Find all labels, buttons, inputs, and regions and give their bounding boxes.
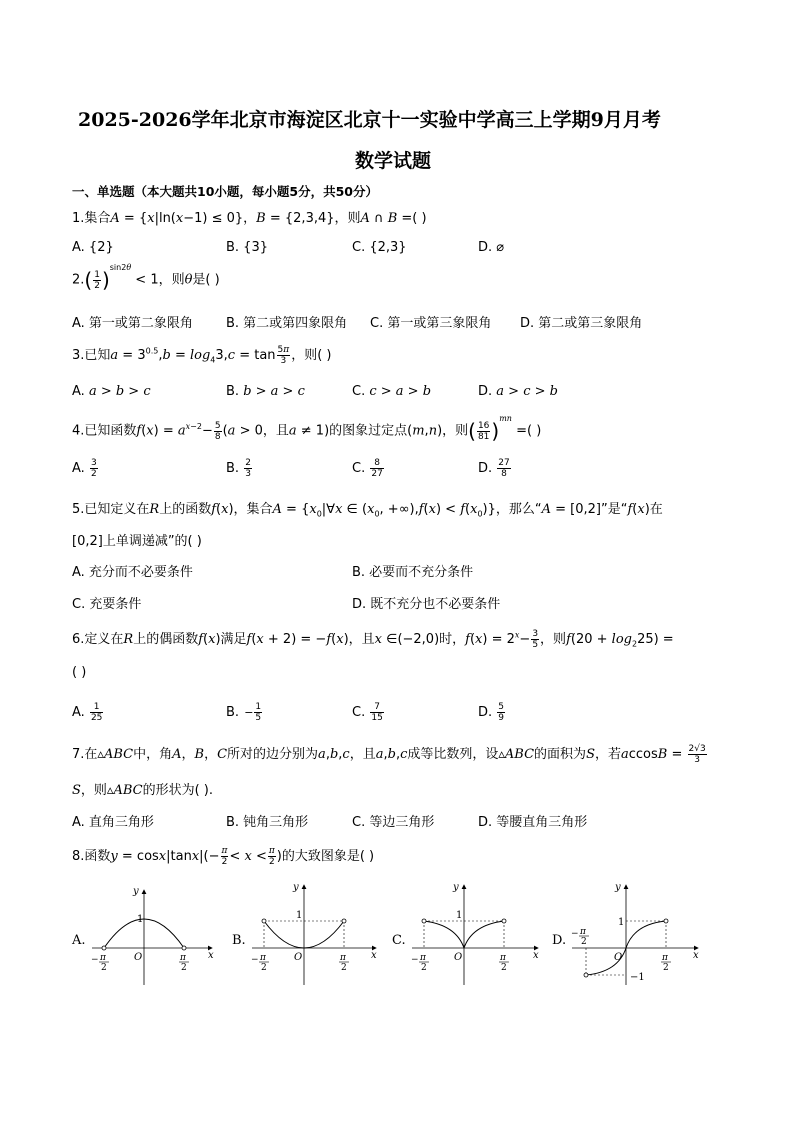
question-7-line1: 7.在▵ABC中，角A，B，C所对的边分别为a,b,c，且a,b,c成等比数列，设▵ABC的面积为S，若accosB = $\frac{2√3}{3}$ xyxy=(72,744,706,765)
q3-option-d-text: a > c > b xyxy=(496,384,558,399)
q4-option-a-value: 3 2 xyxy=(90,458,97,479)
q2-option-a: A. 第一或第二象限角 xyxy=(72,316,193,331)
graph-b xyxy=(232,882,377,985)
graph-b-label: B. xyxy=(232,933,246,948)
graph-c-y: y xyxy=(453,882,459,893)
q4-option-b-value: 2 3 xyxy=(245,458,251,479)
q3-option-c-text: c > a > b xyxy=(369,384,432,399)
q4-option-c-value: 8 27 xyxy=(371,458,383,479)
q1-option-c: C. {2,3} xyxy=(352,240,407,255)
question-6-line2: ( ) xyxy=(72,665,87,680)
graph-b-x: x xyxy=(371,950,377,961)
q4-option-d: D. 27 8 xyxy=(478,458,510,479)
graph-d-neg-one: −1 xyxy=(630,972,645,983)
q3-option-a: A. a > b > c xyxy=(72,384,151,399)
graph-d-origin: O xyxy=(614,952,623,963)
graph-c-neg-pi: π xyxy=(420,953,426,963)
q2-option-c: C. 第一或第三象限角 xyxy=(370,316,492,331)
graph-c-one: 1 xyxy=(456,910,463,921)
graph-a-one: 1 xyxy=(137,914,144,925)
question-3: 3.已知$a = 3^{0.5},b = \log_43,c = \tan$ $\frac{5\pi}{3}$ ，则( ) xyxy=(72,345,332,366)
q6-option-d: D. 5 9 xyxy=(478,702,505,723)
q3-option-c: C. c > a > b xyxy=(352,384,432,399)
q7-option-c: C. 等边三角形 xyxy=(352,815,435,830)
q5-option-b: B. 必要而不充分条件 xyxy=(352,565,474,580)
q6-option-a: A. 1 25 xyxy=(72,702,103,723)
q4-option-a: A. 3 2 xyxy=(72,458,97,479)
graph-c xyxy=(392,882,539,985)
graph-d-neg-pi: π xyxy=(580,927,586,937)
graph-b-neg-two: 2 xyxy=(261,963,267,973)
graph-b-one: 1 xyxy=(296,910,303,921)
q5-option-d: D. 既不充分也不必要条件 xyxy=(352,597,501,612)
q3-option-d: D. a > c > b xyxy=(478,384,558,399)
graph-a-label: A. xyxy=(72,933,86,948)
graph-a xyxy=(71,886,214,985)
q6-option-c-value: 7 15 xyxy=(371,702,383,723)
question-4: 4.已知函数$f(x) = a^{x-2}-$ $\frac{5}{8}$ (a > 0，且a ≠ 1)的图象过定点(m,n)，则( $\frac{16}{81}$ )$^{mn}$ =( ) xyxy=(72,414,542,443)
graph-c-label: C. xyxy=(392,933,406,948)
graph-b-y: y xyxy=(293,882,299,893)
q5-option-c: C. 充要条件 xyxy=(72,597,142,612)
q6-option-b: B. − $\frac{1}{5}$ xyxy=(226,702,262,723)
q3-option-b: B. b > a > c xyxy=(226,384,305,399)
graph-c-neg-two: 2 xyxy=(421,963,427,973)
graph-d xyxy=(552,882,699,985)
q2-option-b: B. 第二或第四象限角 xyxy=(226,316,348,331)
q1-option-b: B. {3} xyxy=(226,240,268,255)
graph-b-neg-pi: π xyxy=(260,953,266,963)
graph-c-origin: O xyxy=(454,952,463,963)
q6-option-a-value: 1 25 xyxy=(90,702,103,723)
graph-c-x: x xyxy=(533,950,539,961)
q6-option-b-value: − $\frac{1}{5}$ xyxy=(244,702,262,723)
section-heading: 一、单选题（本大题共10小题，每小题5分，共50分） xyxy=(72,184,378,199)
q3-option-a-text: a > b > c xyxy=(88,384,151,399)
graph-a-y: y xyxy=(133,886,139,897)
graph-a-neg-sign: − xyxy=(91,955,99,965)
q2-option-d: D. 第二或第三象限角 xyxy=(520,316,643,331)
graph-d-pos-pi: π xyxy=(662,953,668,963)
graph-d-neg-sign: − xyxy=(571,929,579,939)
question-7-line2: S，则▵ABC的形状为( ). xyxy=(72,783,213,798)
paper-subtitle: 数学试题 xyxy=(355,150,432,172)
graph-b-pos-pi: π xyxy=(340,953,346,963)
q7-option-d: D. 等腰直角三角形 xyxy=(478,815,588,830)
q1-option-a: A. {2} xyxy=(72,240,114,255)
q4-option-d-value: 27 8 xyxy=(498,458,510,479)
question-2: 2.( $\frac{1}{2}$ )$^{sin2\theta}$ < 1，则θ是( ) xyxy=(72,263,220,292)
question-5-line1: 5.已知定义在R上的函数f(x)，集合$A = \{x_0|\forall x$ ∈ ($x_0$, $+\infty),f(x) < f(x_0)$}，那么“A = [0,2]”是“f(x)在 xyxy=(72,502,663,519)
graph-a-pos-two: 2 xyxy=(181,963,187,973)
paper-title: 2025-2026学年北京市海淀区北京十一实验中学高三上学期9月月考 xyxy=(78,109,661,131)
q1-option-d: D. ⌀ xyxy=(478,240,505,255)
graph-c-pos-pi: π xyxy=(500,953,506,963)
graph-d-pos-two: 2 xyxy=(663,963,669,973)
graph-c-pos-two: 2 xyxy=(501,963,507,973)
question-6-line1: 6.定义在R上的偶函数f(x)满足f(x + 2) = −f(x)，且x ∈(−2,0)时，$f(x) = 2^x-$ $\frac{3}{5}$ ，则$f(20 + \log_225)$ = xyxy=(72,629,674,650)
graph-a-neg-pi: π xyxy=(100,953,106,963)
q4-option-c: C. 8 27 xyxy=(352,458,383,479)
graph-a-x: x xyxy=(208,950,214,961)
graph-d-label: D. xyxy=(552,933,567,948)
q6-option-d-value: 5 9 xyxy=(498,702,505,723)
graph-d-y: y xyxy=(615,882,621,893)
q3-option-b-text: b > a > c xyxy=(243,384,305,399)
question-1: 1.集合A = {x|ln(x−1) ≤ 0}，B = {2,3,4}，则A ∩ B =( ) xyxy=(72,211,427,226)
q7-option-b: B. 钝角三角形 xyxy=(226,815,309,830)
graph-a-pos-pi: π xyxy=(180,953,186,963)
question-5-line2: [0,2]上单调递减”的( ) xyxy=(72,534,202,549)
graph-a-neg-two: 2 xyxy=(101,963,107,973)
graph-d-neg-two: 2 xyxy=(581,937,587,947)
q6-option-c: C. 7 15 xyxy=(352,702,383,723)
graph-d-one: 1 xyxy=(618,917,625,928)
graph-b-neg-sign: − xyxy=(251,955,259,965)
graph-b-pos-two: 2 xyxy=(341,963,347,973)
q5-option-a: A. 充分而不必要条件 xyxy=(72,565,193,580)
q7-option-a: A. 直角三角形 xyxy=(72,815,154,830)
q4-option-b: B. 2 3 xyxy=(226,458,251,479)
graph-c-neg-sign: − xyxy=(411,955,419,965)
graph-d-x: x xyxy=(693,950,699,961)
question-8: 8.函数y = cosx|tanx|(− $\frac{\pi}{2}$ < x < $\frac{\pi}{2}$ )的大致图象是( ) xyxy=(72,846,375,867)
graph-a-origin: O xyxy=(134,952,143,963)
graph-b-origin: O xyxy=(294,952,303,963)
